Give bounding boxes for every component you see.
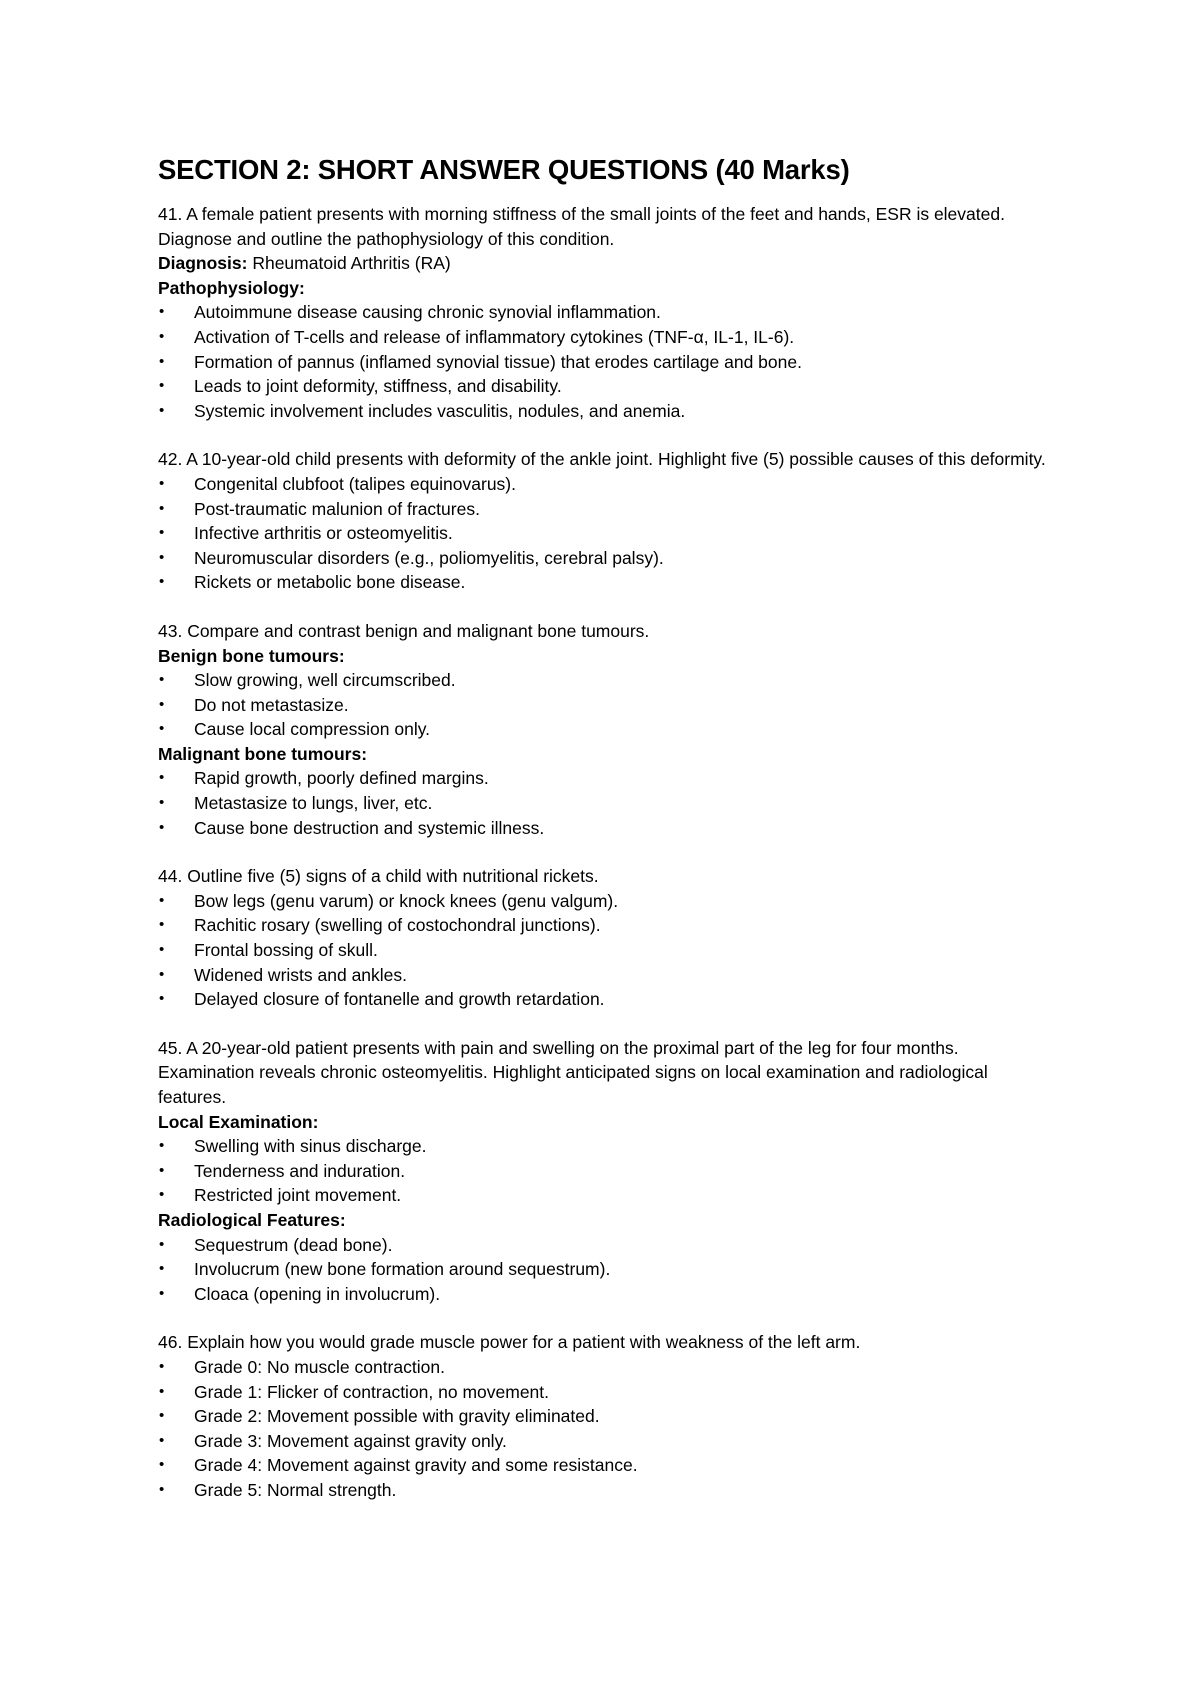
list-item: • Infective arthritis or osteomyelitis. [158,521,1058,546]
malignant-label: Malignant bone tumours: [158,743,368,764]
question-text: 42. A 10-year-old child presents with deformity of the ankle joint. Highlight five (5) possible causes of this deformity. [158,449,1046,470]
list-item: • Widened wrists and ankles. [158,963,1058,988]
list-item: • Systemic involvement includes vasculitis, nodules, and anemia. [158,399,1058,424]
question-45 [158,1036,1058,1307]
pathophysiology-label: Pathophysiology: [158,277,305,298]
list-item: • Slow growing, well circumscribed. [158,668,1058,693]
list-item: • Tenderness and induration. [158,1159,1058,1184]
signs-list [158,889,1058,1012]
section-title: SECTION 2: SHORT ANSWER QUESTIONS (40 Marks) [158,154,850,185]
diagnosis-line [158,251,1058,276]
question-42 [158,447,1058,595]
muscle-grade-list [158,1355,1058,1503]
list-item: • Rapid growth, poorly defined margins. [158,766,1058,791]
malignant-list [158,766,1058,840]
list-item: • Swelling with sinus discharge. [158,1134,1058,1159]
question-43 [158,619,1058,840]
list-item: • Grade 3: Movement against gravity only. [158,1429,1058,1454]
benign-label: Benign bone tumours: [158,645,345,666]
question-text: 44. Outline five (5) signs of a child with nutritional rickets. [158,866,599,887]
question-text: 45. A 20-year-old patient presents with pain and swelling on the proximal part of the leg for four months. Examination reveals chronic osteomyelitis. Highlight anticipated signs on local examination and radiological features. [158,1037,988,1107]
local-examination-list [158,1134,1058,1208]
list-item: • Delayed closure of fontanelle and growth retardation. [158,987,1058,1012]
list-item: • Grade 5: Normal strength. [158,1478,1058,1503]
question-44 [158,864,1058,1012]
pathophysiology-list [158,300,1058,423]
list-item: • Grade 4: Movement against gravity and some resistance. [158,1453,1058,1478]
list-item: • Rachitic rosary (swelling of costochondral junctions). [158,913,1058,938]
question-text: 41. A female patient presents with morning stiffness of the small joints of the feet and hands, ESR is elevated. Diagnose and outline the pathophysiology of this condition. [158,204,1005,249]
list-item: • Cloaca (opening in involucrum). [158,1282,1058,1307]
causes-list [158,472,1058,595]
list-item: • Congenital clubfoot (talipes equinovarus). [158,472,1058,497]
list-item: • Autoimmune disease causing chronic synovial inflammation. [158,300,1058,325]
question-46 [158,1330,1058,1502]
list-item: • Cause bone destruction and systemic illness. [158,816,1058,841]
diagnosis-value: Rheumatoid Arthritis (RA) [247,253,451,274]
list-item: • Cause local compression only. [158,717,1058,742]
list-item: • Bow legs (genu varum) or knock knees (genu valgum). [158,889,1058,914]
list-item: • Rickets or metabolic bone disease. [158,570,1058,595]
question-text: 43. Compare and contrast benign and malignant bone tumours. [158,620,650,641]
list-item: • Do not metastasize. [158,693,1058,718]
document-content [158,152,1058,1503]
list-item: • Metastasize to lungs, liver, etc. [158,791,1058,816]
benign-list [158,668,1058,742]
list-item: • Leads to joint deformity, stiffness, and disability. [158,374,1058,399]
question-text: 46. Explain how you would grade muscle power for a patient with weakness of the left arm. [158,1332,861,1353]
radiological-features-list [158,1233,1058,1307]
list-item: • Formation of pannus (inflamed synovial tissue) that erodes cartilage and bone. [158,350,1058,375]
list-item: • Sequestrum (dead bone). [158,1233,1058,1258]
list-item: • Involucrum (new bone formation around sequestrum). [158,1257,1058,1282]
list-item: • Grade 2: Movement possible with gravity eliminated. [158,1404,1058,1429]
list-item: • Frontal bossing of skull. [158,938,1058,963]
list-item: • Neuromuscular disorders (e.g., poliomyelitis, cerebral palsy). [158,546,1058,571]
list-item: • Grade 1: Flicker of contraction, no movement. [158,1380,1058,1405]
list-item: • Restricted joint movement. [158,1183,1058,1208]
question-41 [158,202,1058,423]
diagnosis-label: Diagnosis: [158,253,248,274]
list-item: • Grade 0: No muscle contraction. [158,1355,1058,1380]
radiological-features-label: Radiological Features: [158,1209,346,1230]
list-item: • Activation of T-cells and release of inflammatory cytokines (TNF-α, IL-1, IL-6). [158,325,1058,350]
local-examination-label: Local Examination: [158,1111,319,1132]
list-item: • Post-traumatic malunion of fractures. [158,497,1058,522]
